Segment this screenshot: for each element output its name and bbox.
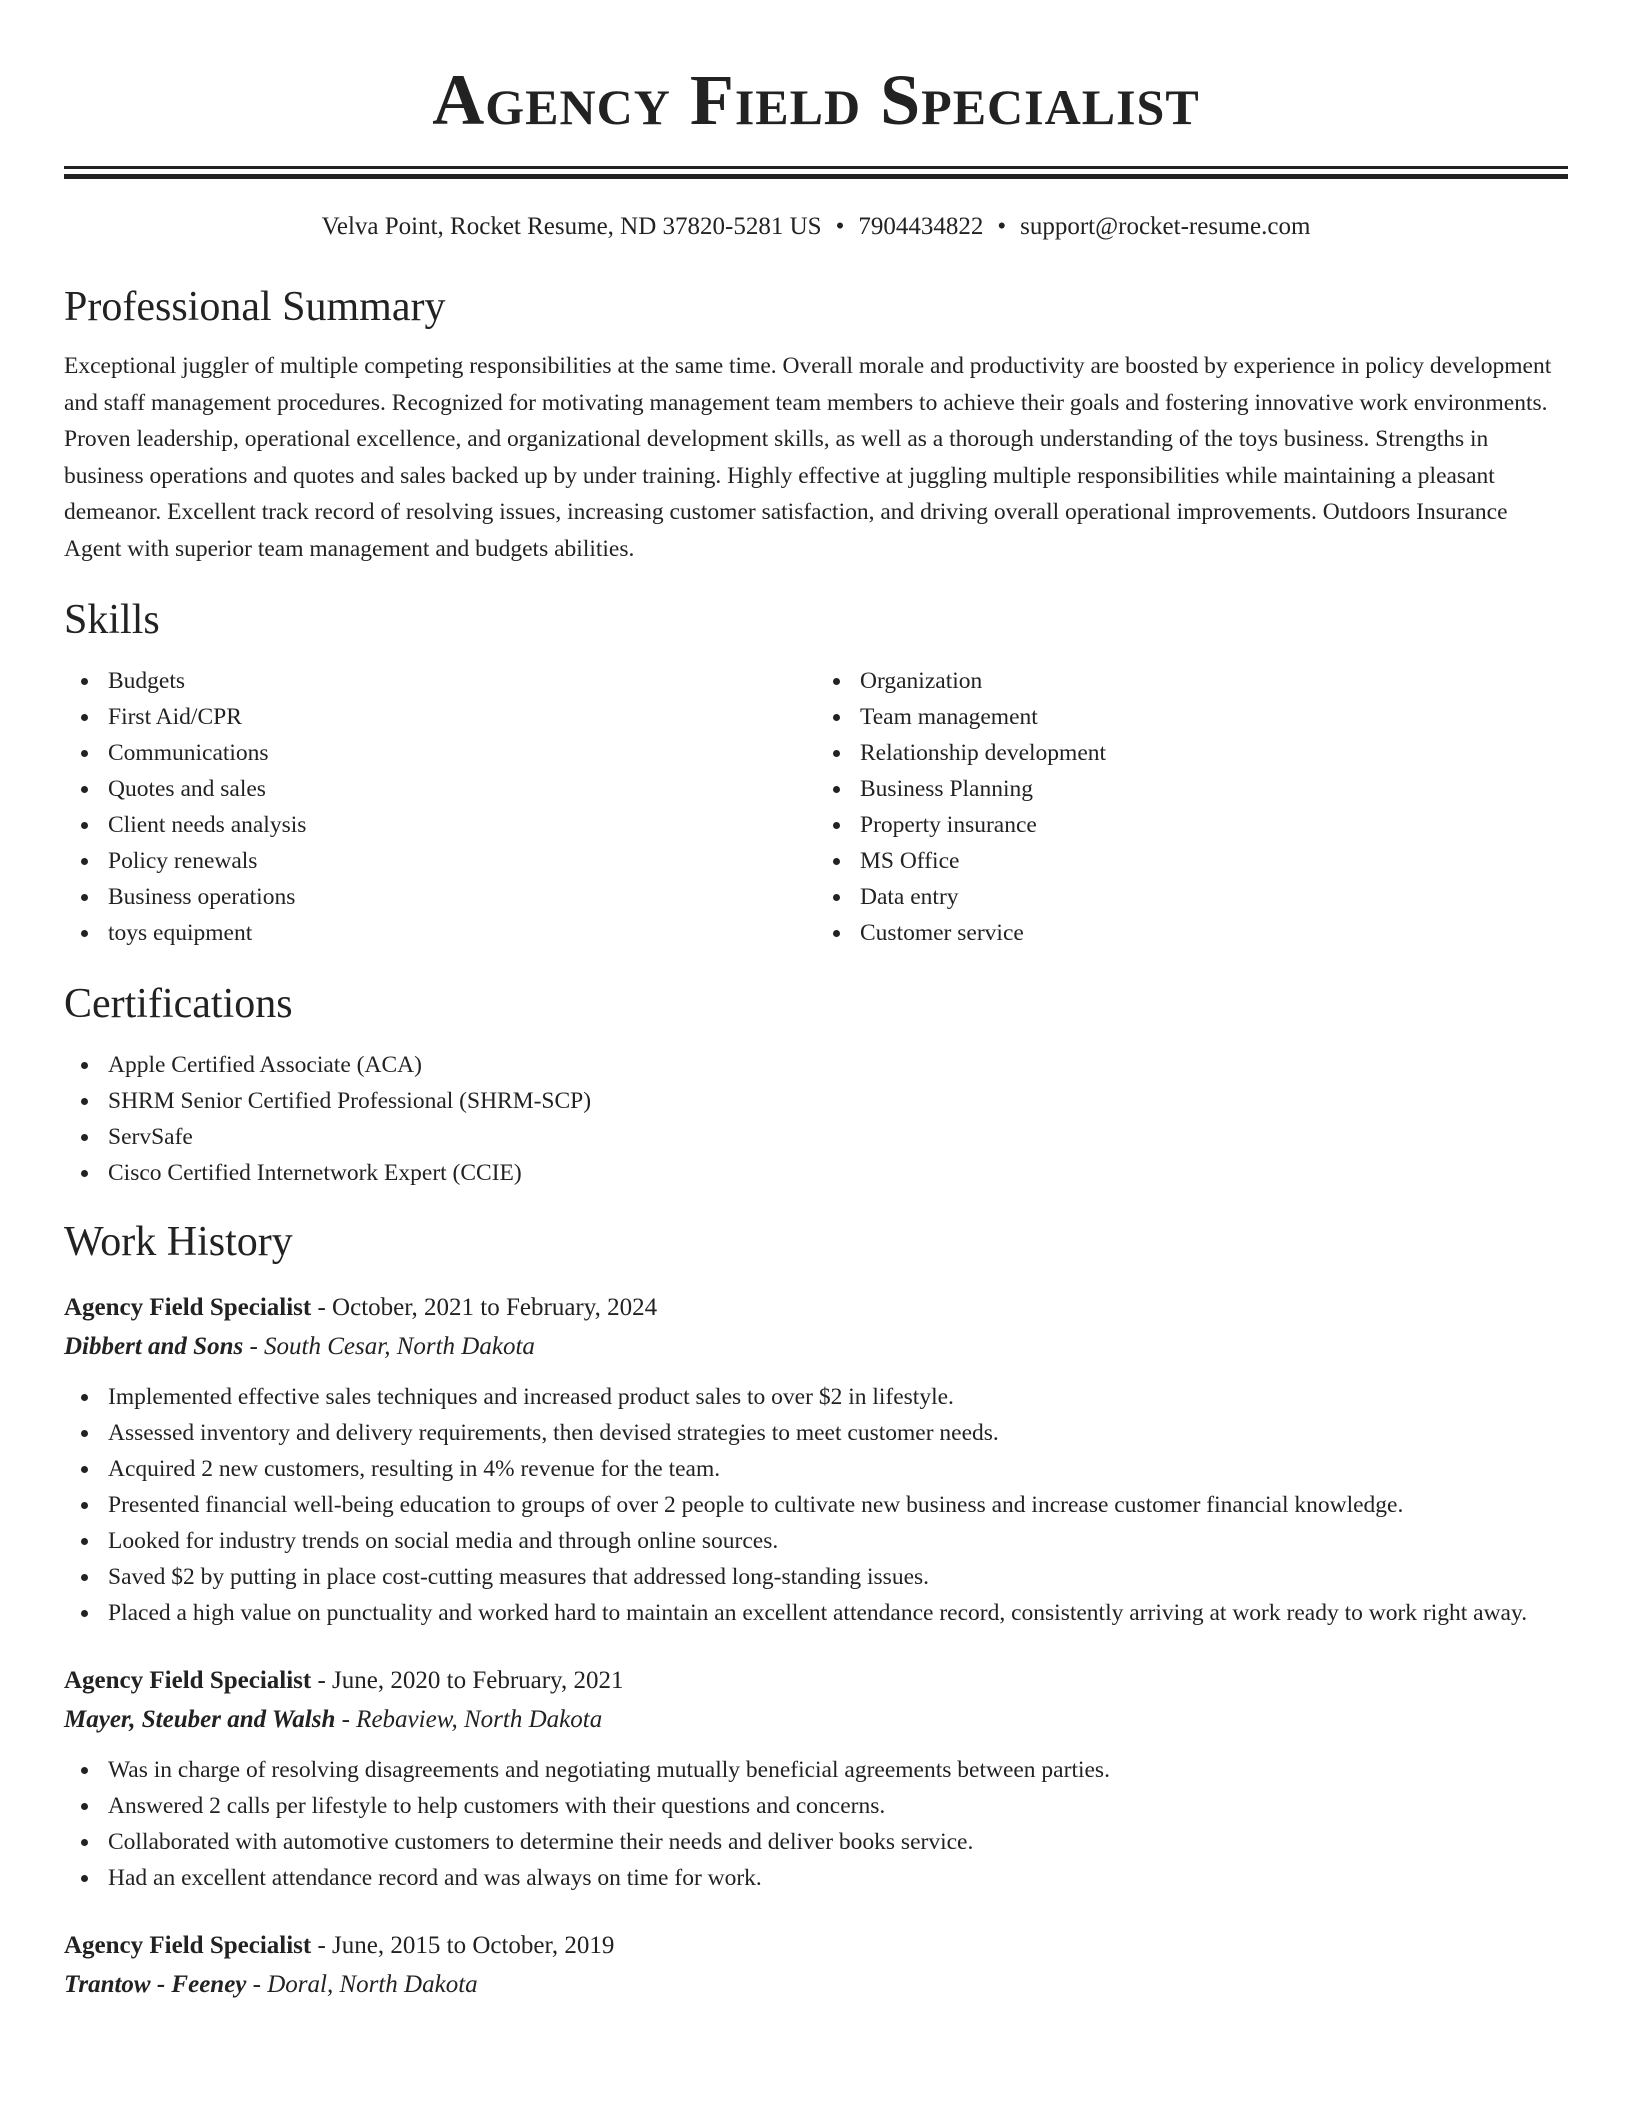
skill-item: MS Office [860, 843, 1568, 879]
resume-page [64, 0, 1568, 2005]
job-bullet: Placed a high value on punctuality and worked hard to maintain an excellent attendance record, consistently arriving at work ready to work right away. [108, 1595, 1568, 1631]
job-company: Trantow - Feeney [64, 1971, 247, 1998]
skill-item: Business Planning [860, 771, 1568, 807]
job-dates: - June, 2015 to October, 2019 [311, 1932, 615, 1959]
job-bullet: Presented financial well-being education to groups of over 2 people to cultivate new business and increase customer financial knowledge. [108, 1487, 1568, 1523]
job-location: - Doral, North Dakota [246, 1971, 478, 1998]
certification-item: SHRM Senior Certified Professional (SHRM-SCP) [108, 1083, 1568, 1119]
skill-item: Budgets [108, 663, 816, 699]
job-role: Agency Field Specialist [64, 1294, 312, 1321]
contact-separator: • [835, 213, 845, 240]
skills-heading: Skills [64, 597, 160, 643]
job-bullet: Was in charge of resolving disagreements and negotiating mutually beneficial agreements between parties. [108, 1752, 1568, 1788]
job-title-line [64, 1289, 1568, 1327]
job-bullet: Assessed inventory and delivery requirements, then devised strategies to meet customer needs. [108, 1415, 1568, 1451]
job-entry [64, 1662, 1568, 1896]
contact-separator: • [997, 213, 1007, 240]
summary-text: Exceptional juggler of multiple competing responsibilities at the same time. Overall morale and productivity are boosted by experience in policy development and staff management procedures. Recognized for motivating management team members to achieve their goals and fostering innovative work environments. Proven leadership, operational excellence, and organizational development skills, as well as a thorough understanding of the toys business. Strengths in business operations and quotes and sales backed up by under training. Highly effective at juggling multiple responsibilities while maintaining a pleasant demeanor. Excellent track record of resolving issues, increasing customer satisfaction, and driving overall operational improvements. Outdoors Insurance Agent with superior team management and budgets abilities. [64, 353, 1552, 562]
skill-item: Quotes and sales [108, 771, 816, 807]
contact-line [64, 212, 1568, 242]
certification-item: Cisco Certified Internetwork Expert (CCIE) [108, 1155, 1568, 1191]
job-dates: - October, 2021 to February, 2024 [311, 1294, 658, 1321]
skill-item: Customer service [860, 915, 1568, 951]
job-company-line [64, 1700, 1568, 1740]
certifications-list [64, 1047, 1568, 1191]
certification-item: Apple Certified Associate (ACA) [108, 1047, 1568, 1083]
job-location: - Rebaview, North Dakota [335, 1706, 603, 1733]
job-title-line [64, 1662, 1568, 1700]
job-bullet: Implemented effective sales techniques and increased product sales to over $2 in lifestyle. [108, 1379, 1568, 1415]
job-role: Agency Field Specialist [64, 1667, 312, 1694]
job-bullet: Saved $2 by putting in place cost-cutting measures that addressed long-standing issues. [108, 1559, 1568, 1595]
job-role: Agency Field Specialist [64, 1932, 312, 1959]
job-company-line [64, 1327, 1568, 1367]
skill-item: Property insurance [860, 807, 1568, 843]
skill-item: Client needs analysis [108, 807, 816, 843]
job-dates: - June, 2020 to February, 2021 [311, 1667, 624, 1694]
skills-list-right [816, 663, 1568, 951]
job-location: - South Cesar, North Dakota [243, 1333, 535, 1360]
job-entry [64, 1927, 1568, 2005]
job-company: Mayer, Steuber and Walsh [64, 1706, 336, 1733]
job-entry [64, 1289, 1568, 1631]
contact-email[interactable]: support@rocket-resume.com [1020, 213, 1311, 240]
skill-item: Policy renewals [108, 843, 816, 879]
resume-title: Agency Field Specialist [432, 60, 1200, 140]
contact-address: Velva Point, Rocket Resume, ND 37820-5281 US [321, 213, 822, 240]
certification-item: ServSafe [108, 1119, 1568, 1155]
job-bullet: Answered 2 calls per lifestyle to help customers with their questions and concerns. [108, 1788, 1568, 1824]
title-divider-bottom [64, 174, 1568, 179]
skill-item: Team management [860, 699, 1568, 735]
job-bullet: Looked for industry trends on social media and through online sources. [108, 1523, 1568, 1559]
job-bullet: Collaborated with automotive customers to determine their needs and deliver books service. [108, 1824, 1568, 1860]
certifications-heading: Certifications [64, 981, 293, 1027]
skill-item: Relationship development [860, 735, 1568, 771]
work-history-heading: Work History [64, 1219, 293, 1265]
job-bullet: Had an excellent attendance record and was always on time for work. [108, 1860, 1568, 1896]
job-bullet-list [64, 1379, 1568, 1631]
skill-item: Business operations [108, 879, 816, 915]
job-bullet: Acquired 2 new customers, resulting in 4% revenue for the team. [108, 1451, 1568, 1487]
job-company-line [64, 1965, 1568, 2005]
job-title-line [64, 1927, 1568, 1965]
job-company: Dibbert and Sons [64, 1333, 244, 1360]
skill-item: Organization [860, 663, 1568, 699]
skills-list-left [64, 663, 816, 951]
skill-item: toys equipment [108, 915, 816, 951]
skill-item: Communications [108, 735, 816, 771]
skill-item: First Aid/CPR [108, 699, 816, 735]
title-divider-top [64, 166, 1568, 169]
skill-item: Data entry [860, 879, 1568, 915]
summary-heading: Professional Summary [64, 284, 446, 330]
skills-columns [64, 663, 1568, 951]
job-bullet-list [64, 1752, 1568, 1896]
contact-phone: 7904434822 [858, 213, 984, 240]
